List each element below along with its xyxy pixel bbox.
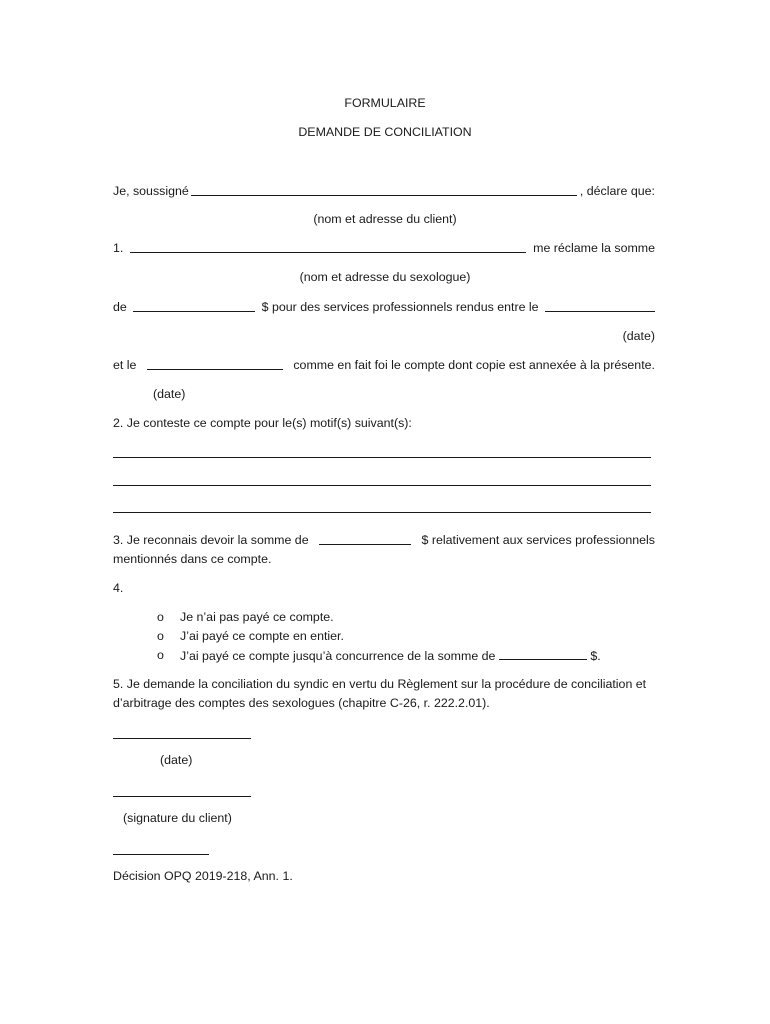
amount-field[interactable] <box>133 299 255 312</box>
item2-text: 2. Je conteste ce compte pour le(s) motif(s) suivant(s): <box>113 416 412 430</box>
item3-prefix: 3. Je reconnais devoir la somme de <box>113 533 309 547</box>
form-subtitle: DEMANDE DE CONCILIATION <box>298 125 472 139</box>
client-name-field[interactable] <box>191 183 577 196</box>
item1-number: 1. <box>113 241 124 255</box>
declaration-line <box>113 183 655 199</box>
client-caption: (nom et adresse du client) <box>313 212 457 226</box>
end-date-prefix: et le <box>113 358 137 372</box>
option-3-line <box>180 647 601 664</box>
declaration-suffix: , déclare que: <box>579 184 655 198</box>
item1-suffix: me réclame la somme <box>533 241 655 255</box>
footnote-separator <box>113 854 209 855</box>
declaration-prefix: Je, soussigné <box>113 184 189 198</box>
option-3-suffix: $. <box>590 649 601 663</box>
start-date-caption: (date) <box>622 329 655 343</box>
item4-number: 4. <box>113 581 124 595</box>
date-signature-line[interactable] <box>113 738 251 739</box>
date-signature-caption: (date) <box>160 753 193 767</box>
reason-line-1[interactable] <box>113 457 651 458</box>
sexologue-name-field[interactable] <box>130 240 526 253</box>
start-date-field[interactable] <box>545 299 655 312</box>
option-2-label: J’ai payé ce compte en entier. <box>180 629 344 643</box>
checkbox-option-3[interactable]: o <box>157 648 164 662</box>
amount-prefix: de <box>113 300 127 314</box>
item1-line <box>113 240 655 256</box>
checkbox-option-1[interactable]: o <box>157 610 164 624</box>
option-3-label: J’ai payé ce compte jusqu’à concurrence de la somme de <box>180 649 496 663</box>
end-date-caption: (date) <box>153 387 186 401</box>
end-date-field[interactable] <box>147 357 283 370</box>
footer-reference: Décision OPQ 2019-218, Ann. 1. <box>113 869 293 883</box>
amount-line <box>113 299 655 315</box>
form-title: FORMULAIRE <box>344 96 426 110</box>
amount-suffix: $ pour des services professionnels rendus entre le <box>261 300 539 314</box>
end-date-suffix: comme en fait foi le compte dont copie est annexée à la présente. <box>293 358 655 372</box>
option-1-label: Je n’ai pas payé ce compte. <box>180 610 334 624</box>
partial-amount-field[interactable] <box>499 647 587 660</box>
client-signature-caption: (signature du client) <box>123 811 232 825</box>
owed-amount-field[interactable] <box>319 532 411 545</box>
reason-line-2[interactable] <box>113 485 651 486</box>
item3-line <box>113 532 655 548</box>
item3-continuation: mentionnés dans ce compte. <box>113 552 272 566</box>
item3-suffix: $ relativement aux services professionnels <box>421 533 655 547</box>
end-date-line <box>113 357 655 373</box>
sexologue-caption: (nom et adresse du sexologue) <box>299 270 471 284</box>
client-signature-line[interactable] <box>113 796 251 797</box>
checkbox-option-2[interactable]: o <box>157 629 164 643</box>
item5-text: 5. Je demande la conciliation du syndic en vertu du Règlement sur la procédure de conciliation et d’arbitrage des comptes des sexologues (chapitre C-26, r. 222.2.01). <box>113 677 647 710</box>
reason-line-3[interactable] <box>113 512 651 513</box>
